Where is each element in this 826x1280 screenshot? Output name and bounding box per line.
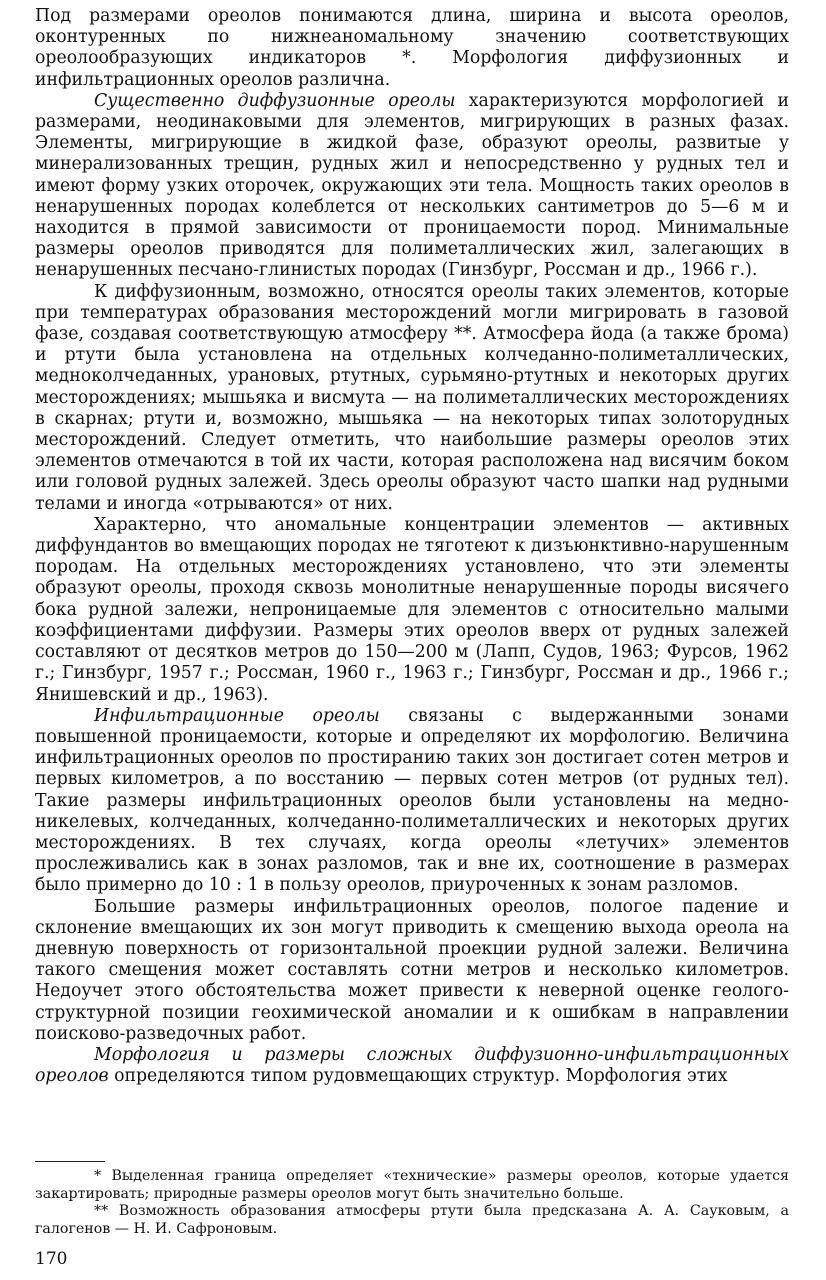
term-complex-halos: Морфология и размеры сложных диффузионно-инфильтрационных ореолов	[35, 1044, 789, 1087]
paragraph-halo-dimensions: Под размерами ореолов понимаются длина, ширина и высота ореолов, оконтуренных по нижнеаномальному значению соответствующих ореолообразующих индикаторов *. Морфология диффузионных и инфильтрационных ореолов различна.	[35, 6, 789, 90]
page-body	[35, 6, 789, 1087]
paragraph-infiltration-halos	[35, 706, 789, 897]
footnote-divider	[35, 1161, 105, 1162]
page-number: 170	[35, 1249, 68, 1269]
paragraph-diffusion-halos-text: характеризуются морфологией и размерами, неодинаковыми для элементов, мигрирующих в разных фазах. Элементы, мигрирующие в жидкой фазе, образуют ореолы, развитые у минерализованных трещин, рудных жил и непосредственно у рудных тел и имеют форму узких оторочек, окружающих эти тела. Мощность таких ореолов в ненарушенных породах колеблется от нескольких сантиметров до 5—6 м и находится в прямой зависимости от проницаемости пород. Минимальные размеры ореолов приводятся для полиметаллических жил, залегающих в ненарушенных песчано-глинистых породах (Гинзбург, Россман и др., 1966 г.).	[35, 90, 789, 281]
paragraph-complex-halos-text: определяются типом рудовмещающих структур. Морфология этих	[108, 1066, 728, 1087]
paragraph-infiltration-halos-text: связаны с выдержанными зонами повышенной проницаемости, которые и определяют их морфологию. Величина инфильтрационных ореолов по простиранию таких зон достигает сотен метров и первых километров, а по восстанию — первых сотен метров (от рудных тел). Такие размеры инфильтрационных ореолов были установлены на медно-никелевых, колчеданных, колчеданно-полиметаллических и некоторых других месторождениях. В тех случаях, когда ореолы «летучих» элементов прослеживались как в зонах разломов, так и вне их, соотношение в размерах было примерно до 10 : 1 в пользу ореолов, приуроченных к зонам разломов.	[35, 705, 790, 896]
footnote-1: * Выделенная граница определяет «технические» размеры ореолов, которые удается закартировать; природные размеры ореолов могут быть значительно больше.	[35, 1168, 789, 1202]
footnote-2: ** Возможность образования атмосферы ртути была предсказана А. А. Сауковым, а галогенов — Н. И. Сафроновым.	[35, 1203, 789, 1237]
paragraph-diffusion-halos	[35, 91, 789, 282]
paragraph-halo-offset: Большие размеры инфильтрационных ореолов, пологое падение и склонение вмещающих их зон могут приводить к смещению выхода ореола на дневную поверхность от горизонтальной проекции рудной залежи. Величина такого смещения может составлять сотни метров и несколько километров. Недоучет этого обстоятельства может привести к неверной оценке геолого-структурной позиции геохимической аномалии и к ошибкам в направлении поисково-разведочных работ.	[35, 896, 789, 1044]
paragraph-gas-phase-halos: К диффузионным, возможно, относятся ореолы таких элементов, которые при температурах образования месторождений могли мигрировать в газовой фазе, создавая соответствующую атмосферу **. Атмосфера йода (а также брома) и ртути была установлена на отдельных колчеданно-полиметаллических, медноколчеданных, урановых, ртутных, сурьмяно-ртутных и некоторых других месторождениях; мышьяка и висмута — на полиметаллических месторождениях в скарнах; ртути и, возможно, мышьяка — на некоторых типах золоторудных месторождений. Следует отметить, что наибольшие размеры ореолов этих элементов отмечаются в той их части, которая расположена над висячим боком или головой рудных залежей. Здесь ореолы образуют часто шапки над рудными телами и иногда «отрываются» от них.	[35, 281, 789, 514]
term-diffusion-halos: Существенно диффузионные ореолы	[94, 90, 456, 111]
paragraph-diffusant-concentrations: Характерно, что аномальные концентрации элементов — активных диффундантов во вмещающих породах не тяготеют к дизъюнктивно-нарушенным породам. На отдельных месторождениях установлено, что эти элементы образуют ореолы, проходя сквозь монолитные ненарушенные породы висячего бока рудной залежи, непроницаемые для элементов с относительно малыми коэффициентами диффузии. Размеры этих ореолов вверх от рудных залежей составляют от десятков метров до 150—200 м (Лапп, Судов, 1963; Фурсов, 1962 г.; Гинзбург, 1957 г.; Россман, 1960 г., 1963 г.; Гинзбург, Россман и др., 1966 г.; Янишевский и др., 1963).	[35, 514, 789, 705]
paragraph-complex-halos	[35, 1045, 789, 1087]
footnotes	[35, 1168, 789, 1238]
term-infiltration-halos: Инфильтрационные ореолы	[94, 705, 380, 726]
